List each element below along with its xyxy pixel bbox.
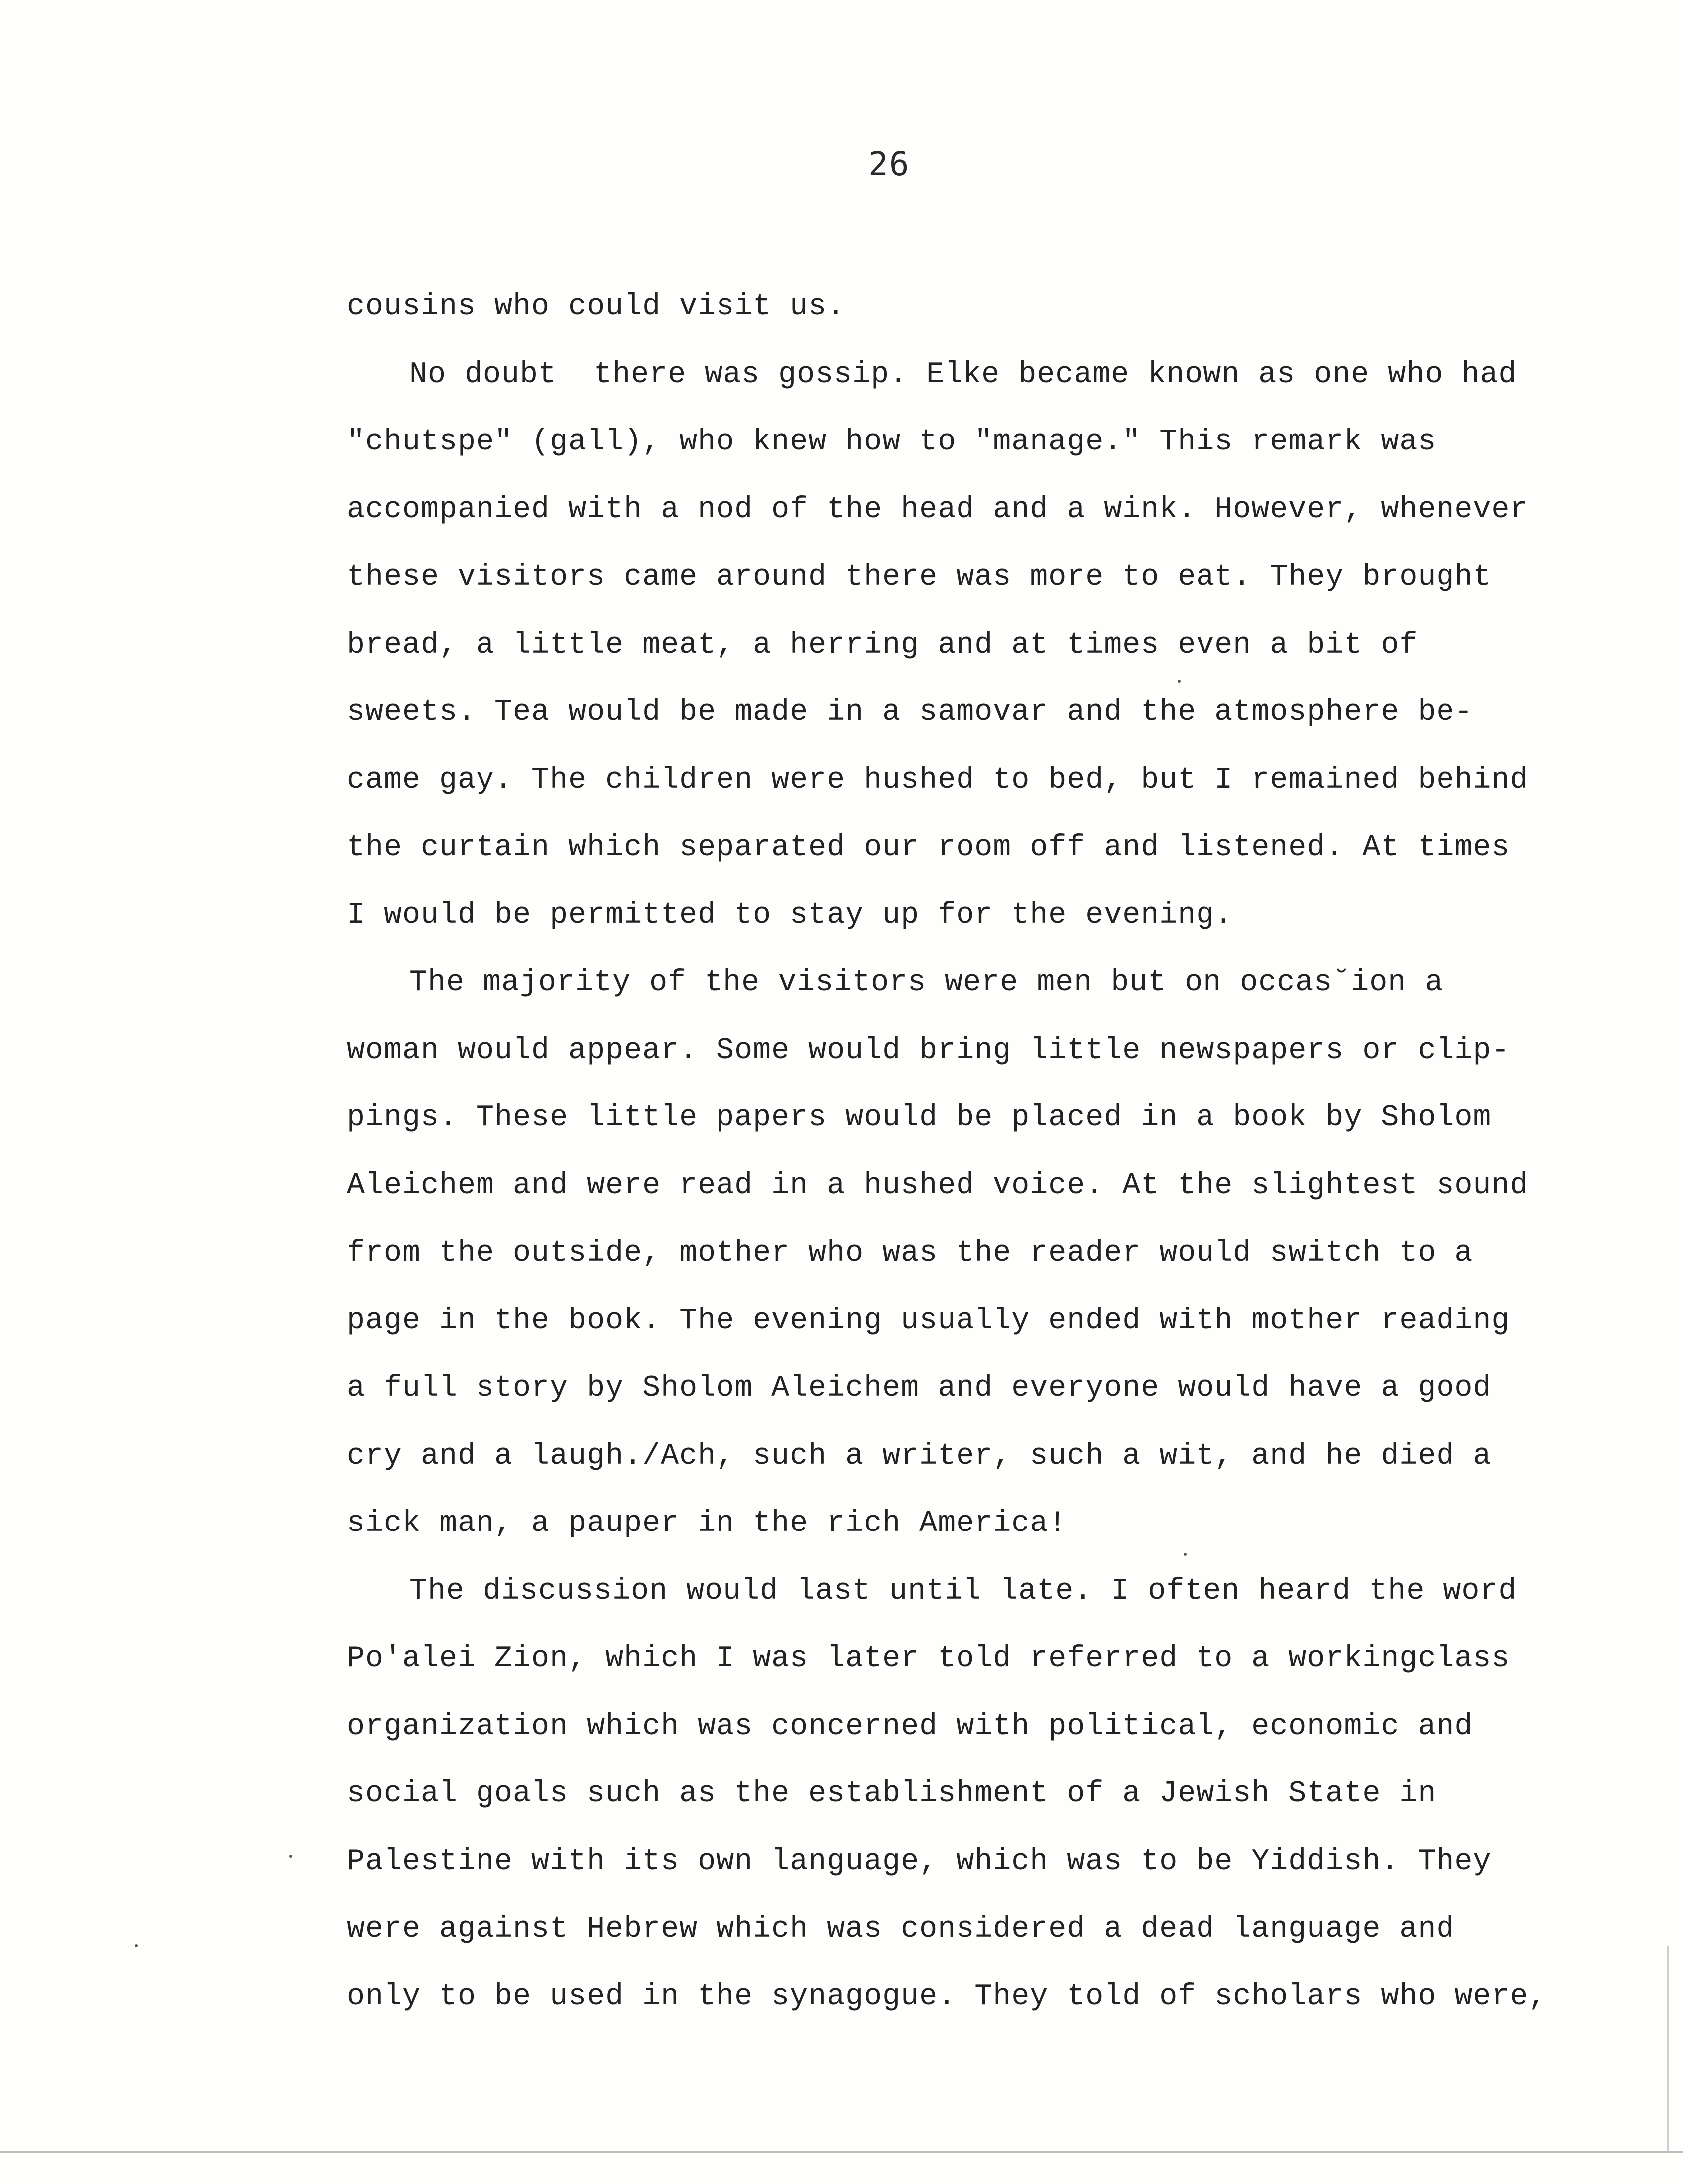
text-line: accompanied with a nod of the head and a wink. However, whenever: [347, 492, 1529, 527]
text-line: from the outside, mother who was the reader would switch to a: [347, 1236, 1473, 1270]
text-line: sick man, a pauper in the rich America!: [347, 1507, 1067, 1540]
text-line: the curtain which separated our room off and listened. At times: [347, 831, 1510, 865]
text-line: came gay. The children were hushed to bed, but I remained behind: [347, 763, 1529, 797]
text-line: were against Hebrew which was considered a dead language and: [347, 1912, 1455, 1946]
page-edge-right: [1667, 1946, 1669, 2151]
text-line: bread, a little meat, a herring and at times even a bit of: [347, 628, 1418, 662]
text-line: only to be used in the synagogue. They told of scholars who were,: [347, 1979, 1547, 2014]
body-text: [347, 273, 1664, 2031]
text-line: a full story by Sholom Aleichem and everyone would have a good: [347, 1371, 1492, 1405]
text-line: sweets. Tea would be made in a samovar and the atmosphere be-: [347, 695, 1473, 729]
text-line: cousins who could visit us.: [347, 290, 846, 324]
text-line: pings. These little papers would be placed in a book by Sholom: [347, 1101, 1492, 1135]
text-line: Palestine with its own language, which was to be Yiddish. They: [347, 1844, 1492, 1879]
text-line: these visitors came around there was more to eat. They brought: [347, 560, 1492, 594]
text-line: The discussion would last until late. I often heard the word: [409, 1574, 1517, 1608]
text-line: social goals such as the establishment of a Jewish State in: [347, 1777, 1437, 1811]
text-line: woman would appear. Some would bring little newspapers or clip-: [347, 1033, 1510, 1068]
text-line: The majority of the visitors were men but on occas˘ion a: [409, 966, 1443, 1000]
text-line: organization which was concerned with political, economic and: [347, 1709, 1473, 1744]
text-line: I would be permitted to stay up for the evening.: [347, 898, 1233, 932]
text-line: page in the book. The evening usually ended with mother reading: [347, 1304, 1510, 1338]
stray-ink-mark: [289, 1855, 292, 1858]
stray-ink-mark: [1184, 1553, 1187, 1556]
page-number: 26: [868, 145, 910, 183]
text-line: Aleichem and were read in a hushed voice. At the slightest sound: [347, 1168, 1529, 1203]
page-edge-bottom: [0, 2151, 1683, 2153]
stray-ink-mark: [1178, 680, 1181, 683]
stray-ink-mark: [135, 1944, 138, 1947]
text-line: No doubt there was gossip. Elke became known as one who had: [409, 357, 1517, 392]
text-line: "chutspe" (gall), who knew how to "manage." This remark was: [347, 425, 1437, 459]
text-line: cry and a laugh./Ach, such a writer, such a wit, and he died a: [347, 1439, 1492, 1473]
text-line: Po'alei Zion, which I was later told referred to a workingclass: [347, 1642, 1510, 1676]
